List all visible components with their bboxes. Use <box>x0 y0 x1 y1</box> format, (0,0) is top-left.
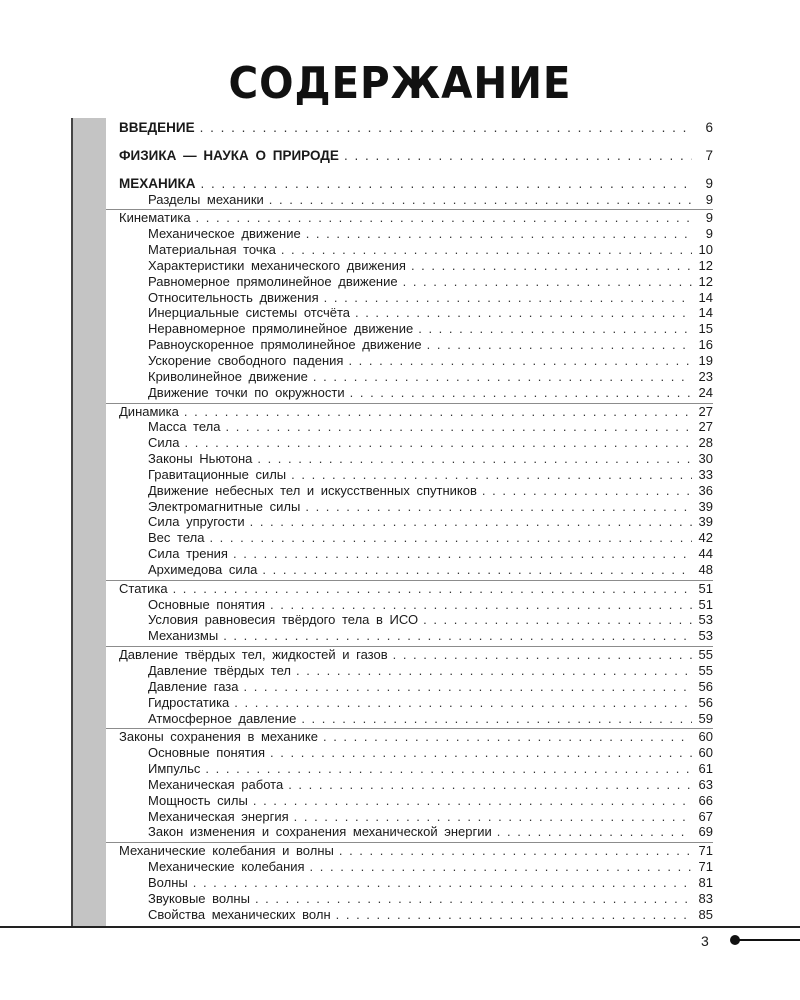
toc-entry-page: 69 <box>698 824 713 840</box>
toc-entry-page: 59 <box>698 710 713 726</box>
toc-entry-label: Основные понятия <box>148 596 266 612</box>
toc-subentry <box>119 628 713 644</box>
dot-leader <box>288 777 692 793</box>
toc-entry-label: Условия равновесия твёрдого тела в ИСО <box>148 612 419 628</box>
page-number: 3 <box>701 933 709 949</box>
dot-leader <box>270 597 692 613</box>
toc-entry-page: 23 <box>698 368 713 384</box>
toc-entry-label: Инерциальные системы отсчёта <box>148 305 350 321</box>
toc-subentry <box>119 435 713 451</box>
dot-leader <box>339 843 692 859</box>
toc-entry-label: ВВЕДЕНИЕ <box>119 120 195 135</box>
toc-entry-label: Импульс <box>148 761 201 777</box>
toc-entry-page: 7 <box>705 147 713 163</box>
dot-leader <box>253 793 692 809</box>
toc-subentry <box>119 745 713 761</box>
toc-section-entry <box>119 120 713 136</box>
toc-entry-label: Динамика <box>119 403 179 419</box>
toc-entry-page: 60 <box>698 745 713 761</box>
toc-subentry <box>119 499 713 515</box>
toc-subentry <box>119 824 713 840</box>
toc-entry-page: 71 <box>698 859 713 875</box>
toc-entry-page: 6 <box>705 120 713 135</box>
toc-entry-page: 51 <box>698 580 713 596</box>
dot-leader <box>291 467 692 483</box>
dot-leader <box>348 353 692 369</box>
toc-entry-page: 16 <box>698 337 713 353</box>
toc-subentry <box>119 369 713 385</box>
toc-entry-page: 10 <box>698 242 713 258</box>
toc-entry-label: Ускорение свободного падения <box>148 352 344 368</box>
toc-section-entry <box>119 581 713 597</box>
toc-entry-label: Механические колебания <box>148 859 305 875</box>
toc-subentry <box>119 451 713 467</box>
dot-leader <box>184 435 692 451</box>
toc-section-entry <box>119 843 713 859</box>
toc-entry-page: 85 <box>698 906 713 922</box>
toc-subentry <box>119 337 713 353</box>
toc-entry-page: 48 <box>698 561 713 577</box>
toc-subentry <box>119 612 713 628</box>
toc-entry-page: 44 <box>698 546 713 562</box>
toc-entry-label: Давление газа <box>148 678 239 694</box>
dot-leader <box>209 530 692 546</box>
dot-leader <box>173 581 692 597</box>
toc-entry-label: Механические колебания и волны <box>119 843 334 859</box>
toc-entry-label: Вес тела <box>148 530 205 546</box>
dot-leader <box>205 761 692 777</box>
toc-subentry <box>119 695 713 711</box>
toc-entry-page: 63 <box>698 776 713 792</box>
toc-subentry <box>119 467 713 483</box>
toc-subentry <box>119 258 713 274</box>
toc-entry-label: Разделы механики <box>148 191 264 207</box>
margin-gray-bar <box>73 118 106 926</box>
toc-subentry <box>119 530 713 546</box>
toc-entry-label: Законы сохранения в механике <box>119 729 318 745</box>
toc-entry-page: 51 <box>698 596 713 612</box>
toc-entry-page: 24 <box>698 384 713 400</box>
toc-subentry <box>119 242 713 258</box>
toc-entry-label: Относительность движения <box>148 289 319 305</box>
dot-leader <box>393 647 692 663</box>
toc-entry-page: 9 <box>705 210 713 226</box>
toc-subentry <box>119 859 713 875</box>
toc-entry-label: Сила упругости <box>148 514 245 530</box>
toc-subentry <box>119 321 713 337</box>
dot-leader <box>257 451 692 467</box>
toc-entry-label: Законы Ньютона <box>148 451 253 467</box>
toc-entry-label: ФИЗИКА — НАУКА О ПРИРОДЕ <box>119 147 339 163</box>
dot-leader <box>336 907 692 923</box>
toc-entry-page: 67 <box>698 808 713 824</box>
toc-subentry <box>119 663 713 679</box>
dot-leader <box>200 120 692 136</box>
toc-subentry <box>119 483 713 499</box>
toc-subentry <box>119 907 713 923</box>
toc-subentry <box>119 192 713 208</box>
toc-entry-label: Сила <box>148 435 180 451</box>
dot-leader <box>344 148 692 164</box>
toc-subentry <box>119 793 713 809</box>
toc-entry-page: 9 <box>705 175 713 191</box>
toc-subentry <box>119 353 713 369</box>
toc-section-entry <box>119 404 713 420</box>
toc-entry-page: 27 <box>698 403 713 419</box>
dot-leader <box>184 404 692 420</box>
toc-entry-label: Механическое движение <box>148 226 301 242</box>
toc-section-entry <box>119 647 713 663</box>
dot-leader <box>294 809 692 825</box>
toc-entry-label: Свойства механических волн <box>148 906 331 922</box>
toc-entry-page: 55 <box>698 663 713 678</box>
toc-subentry <box>119 562 713 578</box>
dot-leader <box>233 546 692 562</box>
toc-entry-label: Сила трения <box>148 546 228 562</box>
dot-leader <box>255 891 692 907</box>
page-marker-line <box>738 939 800 941</box>
toc-subentry <box>119 891 713 907</box>
dot-leader <box>403 274 692 290</box>
toc-subentry <box>119 514 713 530</box>
toc-entry-page: 30 <box>698 451 713 467</box>
toc-entry-label: Движение точки по окружности <box>148 384 345 400</box>
toc-section-entry <box>119 176 713 192</box>
toc-entry-page: 36 <box>698 482 713 498</box>
toc-subentry <box>119 274 713 290</box>
toc-subentry <box>119 226 713 242</box>
toc-entry-label: Равномерное прямолинейное движение <box>148 273 398 289</box>
toc-entry-page: 56 <box>698 694 713 710</box>
dot-leader <box>497 824 692 840</box>
toc-entry-label: Основные понятия <box>148 745 266 761</box>
toc-subentry <box>119 711 713 727</box>
dot-leader <box>196 210 692 226</box>
dot-leader <box>313 369 692 385</box>
toc-entry-label: Механизмы <box>148 628 219 644</box>
toc-entry-page: 12 <box>698 273 713 289</box>
toc-entry-label: Равноускоренное прямолинейное движение <box>148 337 422 353</box>
toc-entry-page: 33 <box>698 466 713 482</box>
toc-entry-label: Механическая энергия <box>148 808 289 824</box>
toc-entry-page: 14 <box>698 289 713 305</box>
toc-subentry <box>119 875 713 891</box>
toc-entry-label: Движение небесных тел и искусственных спутников <box>148 482 477 498</box>
toc-entry-page: 27 <box>698 419 713 435</box>
toc-entry-label: Звуковые волны <box>148 890 250 906</box>
toc-entry-page: 19 <box>698 352 713 368</box>
toc-entry-page: 15 <box>698 321 713 337</box>
toc-entry-label: Статика <box>119 580 168 596</box>
toc-entry-label: Характеристики механического движения <box>148 257 406 273</box>
toc-entry-label: Волны <box>148 874 188 890</box>
dot-leader <box>281 242 692 258</box>
dot-leader <box>324 290 692 306</box>
toc-entry-page: 53 <box>698 612 713 628</box>
dot-leader <box>418 321 692 337</box>
toc-entry-page: 56 <box>698 678 713 694</box>
toc-entry-label: Архимедова сила <box>148 561 258 577</box>
toc-section-entry <box>119 729 713 745</box>
toc-entry-label: Мощность силы <box>148 792 248 808</box>
toc-entry-label: Атмосферное давление <box>148 710 297 726</box>
toc-entry-label: Механическая работа <box>148 776 284 792</box>
dot-leader <box>427 337 692 353</box>
toc-entry-label: МЕХАНИКА <box>119 175 196 191</box>
toc-entry-label: Электромагнитные силы <box>148 498 301 514</box>
dot-leader <box>482 483 692 499</box>
toc-entry-page: 71 <box>698 843 713 859</box>
dot-leader <box>350 385 692 401</box>
toc-entry-page: 81 <box>698 874 713 890</box>
toc-entry-page: 9 <box>705 191 713 207</box>
toc-entry-label: Гидростатика <box>148 694 230 710</box>
toc-section-entry <box>119 148 713 164</box>
dot-leader <box>269 192 692 208</box>
dot-leader <box>193 875 692 891</box>
dot-leader <box>296 663 692 679</box>
toc-subentry <box>119 761 713 777</box>
toc-subentry <box>119 546 713 562</box>
table-of-contents <box>119 120 713 923</box>
dot-leader <box>250 514 692 530</box>
toc-entry-page: 60 <box>698 729 713 745</box>
dot-leader <box>355 305 692 321</box>
toc-entry-page: 61 <box>698 761 713 777</box>
toc-entry-label: Масса тела <box>148 419 221 435</box>
dot-leader <box>225 419 692 435</box>
toc-entry-label: Материальная точка <box>148 242 276 258</box>
toc-entry-page: 12 <box>698 257 713 273</box>
toc-entry-label: Давление твёрдых тел, жидкостей и газов <box>119 647 388 663</box>
toc-entry-page: 83 <box>698 890 713 906</box>
toc-subentry <box>119 305 713 321</box>
toc-subentry <box>119 597 713 613</box>
dot-leader <box>234 695 692 711</box>
toc-entry-page: 39 <box>698 498 713 514</box>
toc-subentry <box>119 290 713 306</box>
dot-leader <box>270 745 692 761</box>
dot-leader <box>305 499 692 515</box>
toc-entry-page: 53 <box>698 628 713 644</box>
toc-entry-label: Закон изменения и сохранения механической энергии <box>148 824 492 840</box>
toc-entry-page: 39 <box>698 514 713 530</box>
page-title: СОДЕРЖАНИЕ <box>228 58 572 109</box>
dot-leader <box>310 859 692 875</box>
toc-entry-label: Гравитационные силы <box>148 466 287 482</box>
toc-entry-page: 42 <box>698 530 713 546</box>
toc-entry-page: 55 <box>698 647 713 663</box>
dot-leader <box>323 729 692 745</box>
toc-subentry <box>119 419 713 435</box>
dot-leader <box>423 612 692 628</box>
bottom-rule-line <box>0 926 800 928</box>
dot-leader <box>262 562 692 578</box>
toc-entry-page: 28 <box>698 435 713 451</box>
dot-leader <box>223 628 692 644</box>
toc-entry-page: 9 <box>705 226 713 242</box>
toc-section-entry <box>119 210 713 226</box>
dot-leader <box>200 176 692 192</box>
dot-leader <box>301 711 692 727</box>
dot-leader <box>243 679 692 695</box>
toc-subentry <box>119 385 713 401</box>
toc-subentry <box>119 679 713 695</box>
dot-leader <box>411 258 692 274</box>
toc-entry-label: Кинематика <box>119 210 191 226</box>
toc-subentry <box>119 777 713 793</box>
dot-leader <box>306 226 692 242</box>
toc-entry-label: Давление твёрдых тел <box>148 663 291 678</box>
toc-entry-label: Криволинейное движение <box>148 368 308 384</box>
toc-entry-label: Неравномерное прямолинейное движение <box>148 321 414 337</box>
toc-entry-page: 66 <box>698 792 713 808</box>
toc-entry-page: 14 <box>698 305 713 321</box>
toc-subentry <box>119 809 713 825</box>
